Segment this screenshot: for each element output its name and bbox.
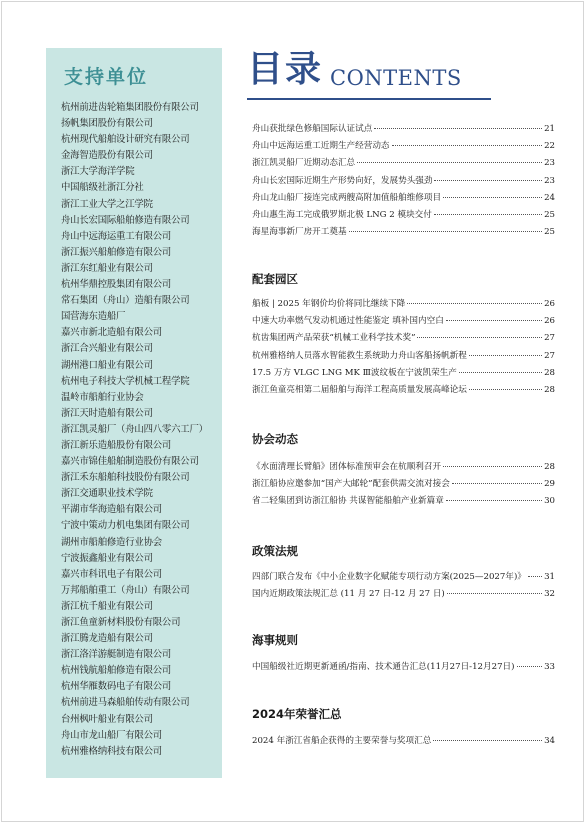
toc-leader-dots <box>459 371 542 373</box>
toc-entry[interactable] <box>252 122 555 139</box>
toc-page-number: 25 <box>544 227 555 238</box>
supporting-unit-item: 嘉兴市锦佳船舶制造股份有限公司 <box>61 456 199 468</box>
toc-section-list <box>252 460 555 512</box>
toc-page-number: 34 <box>544 736 555 746</box>
toc-entry[interactable] <box>252 225 555 242</box>
toc-entry[interactable] <box>252 460 555 477</box>
toc-entry[interactable] <box>252 191 555 208</box>
toc-entry-title: 舟山龙山船厂接连完成两艘高附加值船舶维修项目 <box>252 192 442 203</box>
toc-leader-dots <box>349 230 543 232</box>
toc-entry-title: 浙江船协应邀参加“国产大邮轮”配套供需交流对接会 <box>252 479 450 490</box>
toc-entry[interactable] <box>252 139 555 156</box>
toc-entry-title: 17.5 万方 VLGC LNG MK Ⅲ波纹板在宁波凯荣生产 <box>252 367 457 378</box>
toc-page-number: 27 <box>544 350 555 361</box>
toc-page-number: 25 <box>544 209 555 220</box>
supporting-unit-item: 国营海东造船厂 <box>61 311 126 323</box>
supporting-unit-item: 浙江东红船业有限公司 <box>61 262 153 274</box>
supporting-unit-item: 杭州电子科技大学机械工程学院 <box>61 375 190 387</box>
toc-section-list <box>252 734 555 751</box>
toc-leader-dots <box>443 196 542 198</box>
supporting-unit-item: 浙江凯灵船厂（舟山四八零六工厂） <box>61 423 208 435</box>
supporting-unit-item: 温岭市船舶行业协会 <box>61 391 144 403</box>
toc-entry-title: 《水面清理长臂船》团体标准预审会在杭顺利召开 <box>252 462 442 472</box>
supporting-units-panel <box>46 48 222 778</box>
toc-leader-dots <box>469 388 542 390</box>
toc-leader-dots <box>417 336 542 338</box>
supporting-unit-item: 台州枫叶船业有限公司 <box>61 713 153 725</box>
supporting-unit-item: 宁波振鑫船业有限公司 <box>61 552 153 564</box>
toc-entry[interactable] <box>252 734 555 751</box>
toc-entry[interactable] <box>252 156 555 173</box>
supporting-units-title: 支持单位 <box>64 66 149 88</box>
toc-leader-dots <box>357 161 542 163</box>
toc-section-list <box>252 570 555 604</box>
supporting-unit-item: 杭州华鼎控股集团有限公司 <box>61 279 172 291</box>
toc-page-number: 22 <box>544 141 555 152</box>
toc-page-number: 26 <box>544 316 555 327</box>
toc-entry-title: 国内近期政策法规汇总 (11 月 27 日-12 月 27 日) <box>252 589 445 600</box>
toc-leader-dots <box>469 354 542 356</box>
toc-entry-title: 省二轻集团到访浙江船协 共谋智能船舶产业新篇章 <box>252 496 444 507</box>
toc-entry-title: 中国船级社近期更新通函/指南、技术通告汇总(11月27日-12月27日) <box>252 662 515 672</box>
toc-leader-dots <box>392 144 543 146</box>
contents-title: 目录 <box>247 49 324 90</box>
supporting-unit-item: 舟山市龙山船厂有限公司 <box>61 729 162 741</box>
toc-page-number: 26 <box>544 299 555 309</box>
supporting-unit-item: 杭州钱航船舶修造有限公司 <box>61 665 172 677</box>
toc-page-number: 27 <box>544 333 555 344</box>
toc-entry-title: 海星海事新厂房开工奠基 <box>252 227 347 238</box>
supporting-unit-item: 浙江禾东船舶科技股份有限公司 <box>61 472 190 484</box>
toc-leader-dots <box>452 482 542 484</box>
toc-section-heading: 政策法规 <box>252 544 298 558</box>
toc-entry[interactable] <box>252 331 555 348</box>
header-rule <box>247 98 491 100</box>
toc-leader-dots <box>443 465 542 467</box>
toc-leader-dots <box>407 302 542 304</box>
supporting-unit-item: 杭州前进马森船舶传动有限公司 <box>61 697 190 709</box>
toc-entry-title: 船板 | 2025 年钢价均价将同比继续下降 <box>252 299 406 309</box>
toc-section-heading: 海事规则 <box>252 633 298 647</box>
toc-entry-title: 舟山惠生海工完成俄罗斯北极 LNG 2 模块交付 <box>252 209 432 220</box>
toc-leader-dots <box>374 127 542 129</box>
toc-page-number: 28 <box>544 384 555 395</box>
toc-entry[interactable] <box>252 477 555 494</box>
toc-entry-title: 舟山中远海运重工近期生产经营动态 <box>252 141 390 152</box>
supporting-unit-item: 湖州市船舶修造行业协会 <box>61 536 162 548</box>
toc-leader-dots <box>446 499 542 501</box>
supporting-unit-item: 舟山中远海运重工有限公司 <box>61 230 172 242</box>
toc-page-number: 28 <box>544 367 555 378</box>
toc-leader-dots <box>517 665 543 667</box>
toc-page-number: 32 <box>544 589 555 600</box>
supporting-unit-item: 浙江大学海洋学院 <box>61 166 135 178</box>
toc-page-number: 31 <box>544 572 555 582</box>
toc-entry[interactable] <box>252 383 555 400</box>
toc-entry[interactable] <box>252 297 555 314</box>
supporting-unit-item: 嘉兴市新北造船有限公司 <box>61 327 162 339</box>
supporting-unit-item: 浙江交通职业技术学院 <box>61 488 153 500</box>
toc-page-number: 23 <box>544 158 555 169</box>
toc-entry-title: 舟山长宏国际近期生产形势向好，发展势头强劲 <box>252 175 433 186</box>
supporting-unit-item: 浙江鱼童新材料股份有限公司 <box>61 617 181 628</box>
supporting-unit-item: 杭州雅格纳科技有限公司 <box>61 745 162 757</box>
supporting-unit-item: 金海智造股份有限公司 <box>61 150 153 162</box>
toc-leader-dots <box>447 592 542 594</box>
supporting-unit-item: 舟山长宏国际船舶修造有限公司 <box>61 214 190 226</box>
toc-page-number: 28 <box>544 462 555 472</box>
supporting-unit-item: 扬帆集团股份有限公司 <box>61 118 153 130</box>
toc-entry-title: 中速大功率燃气发动机通过性能鉴定 填补国内空白 <box>252 316 444 327</box>
toc-entry[interactable] <box>252 660 555 677</box>
toc-entry[interactable] <box>252 366 555 383</box>
toc-entry-title: 浙江凯灵船厂近期动态汇总 <box>252 158 356 169</box>
toc-entry[interactable] <box>252 208 555 225</box>
supporting-unit-item: 浙江合兴船业有限公司 <box>61 343 153 355</box>
supporting-units-list <box>61 100 221 760</box>
contents-subtitle: CONTENTS <box>330 66 462 90</box>
supporting-unit-item: 浙江腾龙造船有限公司 <box>61 633 153 645</box>
supporting-unit-item: 宁波中策动力机电集团有限公司 <box>61 520 190 532</box>
supporting-unit-item: 浙江洛洋游艇制造有限公司 <box>61 649 172 661</box>
toc-page-number: 21 <box>544 124 555 134</box>
toc-entry-title: 四部门联合发布《中小企业数字化赋能专项行动方案(2025—2027年)》 <box>252 572 526 582</box>
toc-leader-dots <box>433 739 542 741</box>
supporting-unit-item: 杭州现代船舶设计研究有限公司 <box>61 134 190 146</box>
supporting-unit-item: 杭州华雁数码电子有限公司 <box>61 681 172 693</box>
supporting-unit-item: 杭州前进齿轮箱集团股份有限公司 <box>61 102 199 113</box>
toc-page-number: 33 <box>544 662 555 672</box>
supporting-unit-item: 中国船级社浙江分社 <box>61 182 144 194</box>
toc-page-number: 29 <box>544 479 555 490</box>
toc-entry-title: 杭州雅格纳人员落水智能救生系统助力舟山客船扬帆新程 <box>252 350 467 361</box>
toc-entry[interactable] <box>252 349 555 366</box>
supporting-unit-item: 浙江新乐造船股份有限公司 <box>61 439 172 451</box>
toc-section-list <box>252 297 555 400</box>
toc-leader-dots <box>434 213 542 215</box>
supporting-unit-item: 浙江振兴船舶修造有限公司 <box>61 246 172 258</box>
toc-section-heading: 协会动态 <box>252 432 298 446</box>
toc-leader-dots <box>434 179 542 181</box>
supporting-unit-item: 浙江杭千船业有限公司 <box>61 600 153 612</box>
supporting-unit-item: 平湖市华海造船有限公司 <box>61 504 162 516</box>
toc-leader-dots <box>446 319 542 321</box>
toc-entry[interactable] <box>252 174 555 191</box>
toc-entry[interactable] <box>252 494 555 511</box>
toc-entry-title: 杭齿集团两产品荣获“机械工业科学技术奖” <box>252 333 416 344</box>
toc-page-number: 23 <box>544 175 555 186</box>
toc-page-number: 24 <box>544 192 555 203</box>
toc-section-heading: 2024年荣誉汇总 <box>252 707 342 721</box>
toc-section-list <box>252 660 555 677</box>
toc-entry[interactable] <box>252 314 555 331</box>
supporting-unit-item: 嘉兴市科讯电子有限公司 <box>61 568 162 580</box>
toc-section-heading: 配套园区 <box>252 272 298 286</box>
supporting-unit-item: 浙江工业大学之江学院 <box>61 198 153 210</box>
supporting-unit-item: 万邦船舶重工（舟山）有限公司 <box>61 584 190 596</box>
toc-entry-title: 舟山获批绿色修船国际认证试点 <box>252 124 373 134</box>
toc-leader-dots <box>528 575 542 577</box>
supporting-unit-item: 浙江天时造船有限公司 <box>61 407 153 419</box>
toc-entry[interactable] <box>252 570 555 587</box>
toc-entry-title: 浙江鱼童亮相第二届船舶与海洋工程高质量发展高峰论坛 <box>252 384 467 395</box>
toc-page-number: 30 <box>544 496 555 507</box>
supporting-unit-item: 湖州港口船业有限公司 <box>61 359 153 371</box>
supporting-unit-item: 常石集团（舟山）造船有限公司 <box>61 295 190 307</box>
toc-entry-title: 2024 年浙江省船企获得的主要荣誉与奖项汇总 <box>252 736 432 746</box>
toc-entry[interactable] <box>252 587 555 604</box>
toc-intro-group <box>252 122 555 242</box>
